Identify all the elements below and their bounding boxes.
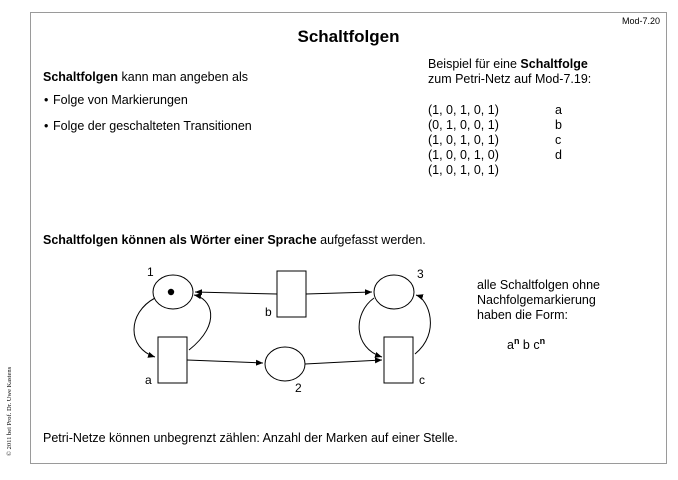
place-2-label: 2: [295, 381, 302, 395]
transition-c-label: c: [419, 373, 425, 387]
place-3-circle: [374, 275, 414, 309]
side-note-line: alle Schaltfolgen ohne: [477, 278, 601, 292]
marking-tuple: (0, 1, 0, 0, 1): [428, 118, 499, 132]
transition-label: c: [555, 133, 562, 147]
bullet-text: Folge der geschalteten Transitionen: [53, 119, 252, 133]
transition-label: a: [555, 103, 562, 117]
transition-label: b: [555, 118, 562, 132]
place-3-label: 3: [417, 267, 424, 281]
arc-a-to-1: [189, 295, 211, 350]
transition-b-box: [277, 271, 306, 317]
token-dot: [168, 289, 174, 295]
copyright-notice: © 2011 bei Prof. Dr. Uwe Kastens: [6, 366, 13, 456]
side-note-line: Nachfolgemarkierung: [477, 293, 596, 307]
arc-3-to-c: [359, 298, 382, 357]
arc-b-to-1: [195, 292, 277, 294]
intro-bold: Schaltfolgen: [43, 70, 119, 84]
transition-a-box: [158, 337, 187, 383]
bullet-text: Folge von Markierungen: [53, 93, 188, 107]
language-formula: $a^n$ b $c^n$: [507, 336, 546, 353]
intro-rest: kann man angeben als: [118, 70, 248, 84]
footer-note: Petri-Netze können unbegrenzt zählen: Anzahl der Marken auf einer Stelle.: [43, 431, 458, 445]
place-2-circle: [265, 347, 305, 381]
transition-b-label: b: [265, 305, 272, 319]
slide: [30, 12, 667, 464]
arc-a-to-2: [187, 360, 263, 363]
transition-c-box: [384, 337, 413, 383]
marking-tuple: (1, 0, 1, 0, 1): [428, 163, 499, 177]
slide-id: Mod-7.20: [621, 16, 660, 26]
side-note: [477, 278, 600, 323]
bullet-dot-icon: •: [44, 119, 49, 133]
marking-tuple: (1, 0, 1, 0, 1): [428, 103, 499, 117]
transition-label: d: [555, 148, 562, 162]
arc-b-to-3: [306, 292, 372, 294]
example-line1-plain: Beispiel für eine: [428, 57, 521, 71]
slide-title: Schaltfolgen: [297, 27, 400, 46]
place-1-label: 1: [147, 265, 154, 279]
marking-tuple: (1, 0, 0, 1, 0): [428, 148, 499, 162]
marking-tuple: (1, 0, 1, 0, 1): [428, 133, 499, 147]
bullet-dot-icon: •: [44, 93, 49, 107]
arc-c-to-3: [415, 295, 430, 354]
transition-a-label: a: [145, 373, 152, 387]
arc-1-to-a: [134, 298, 155, 357]
petri-net-diagram: [31, 13, 668, 465]
example-line2: zum Petri-Netz auf Mod-7.19:: [428, 72, 592, 86]
side-note-line: haben die Form:: [477, 308, 569, 322]
statement-rest: aufgefasst werden.: [316, 233, 426, 247]
example-line1-bold: Schaltfolge: [520, 57, 588, 71]
statement-bold: Schaltfolgen können als Wörter einer Sprache: [43, 233, 317, 247]
arc-2-to-c: [305, 360, 382, 364]
